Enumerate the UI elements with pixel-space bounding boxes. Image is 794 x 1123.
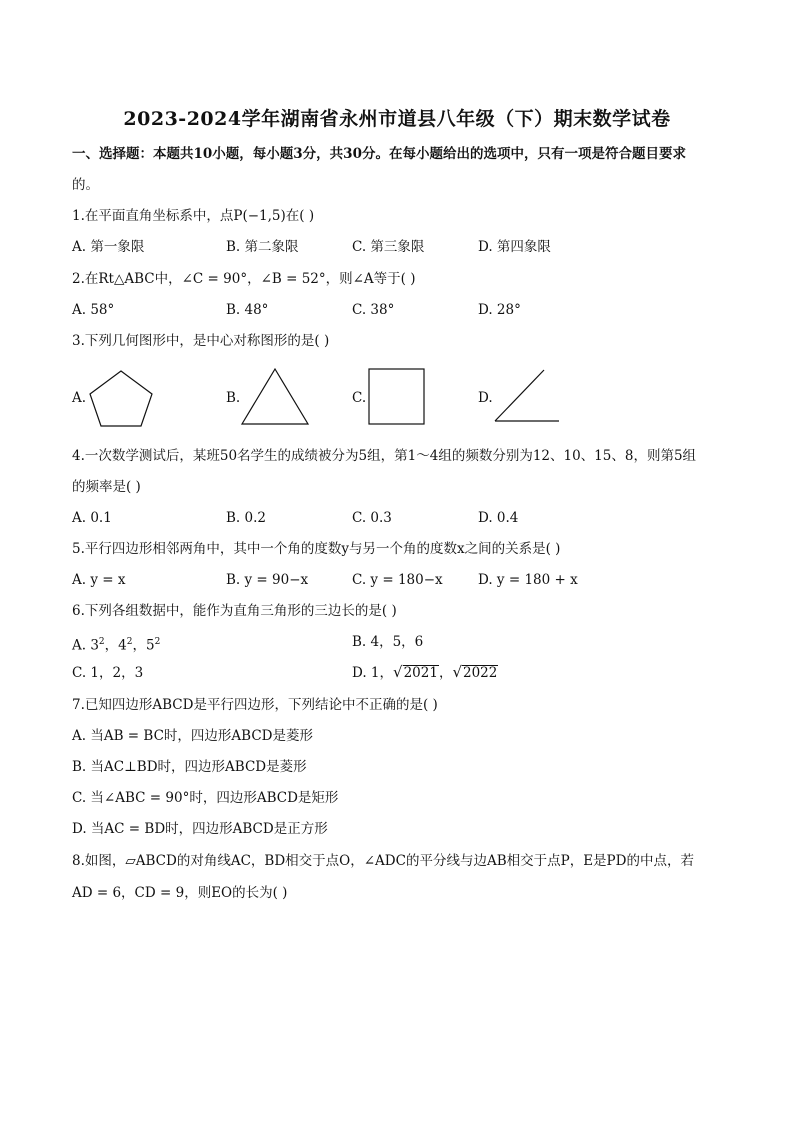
square-icon [366, 366, 428, 428]
question-1-option-c: C. 第三象限 [352, 239, 425, 255]
sqrt-icon: √ [393, 663, 403, 681]
question-2-option-c: C. 38° [352, 302, 395, 318]
separator: ， [438, 665, 453, 681]
question-3-option-d: D. [478, 390, 493, 406]
question-6-option-b: B. 4，5，6 [352, 634, 424, 650]
question-6-option-c: C. 1，2，3 [72, 665, 144, 681]
question-5-option-c: C. y = 180−x [352, 572, 443, 588]
question-7-stem: 7.已知四边形ABCD是平行四边形，下列结论中不正确的是( ) [72, 697, 438, 713]
pentagon-icon [86, 368, 156, 430]
question-6-stem: 6.下列各组数据中，能作为直角三角形的三边长的是( ) [72, 603, 397, 619]
question-6-option-a-mid2: ，5 [132, 637, 155, 654]
question-7-option-d: D. 当AC = BD时，四边形ABCD是正方形 [72, 821, 328, 837]
question-2-option-d: D. 28° [478, 302, 521, 318]
question-1-option-d: D. 第四象限 [478, 239, 551, 255]
question-5-option-d: D. y = 180 + x [478, 572, 578, 588]
section-heading-line1: 一、选择题：本题共10小题，每小题3分，共30分。在每小题给出的选项中，只有一项是符合题目要求 [72, 146, 686, 162]
question-2-option-b: B. 48° [226, 302, 269, 318]
question-1-option-a: A. 第一象限 [72, 239, 145, 255]
question-4-stem-line2: 的频率是( ) [72, 479, 141, 495]
question-6-option-d [352, 663, 498, 682]
question-4-option-a: A. 0.1 [72, 510, 112, 526]
question-3-option-c: C. [352, 390, 367, 406]
question-3-option-a: A. [72, 390, 87, 406]
radicand-2: 2022 [463, 665, 498, 681]
question-6-option-a-mid1: ，4 [104, 637, 127, 654]
question-5-option-a: A. y = x [72, 572, 126, 588]
question-4-stem-line1: 4.一次数学测试后，某班50名学生的成绩被分为5组，第1～4组的频数分别为12、10、15、8，则第5组 [72, 448, 697, 464]
question-5-option-b: B. y = 90−x [226, 572, 309, 588]
question-6-option-a-prefix: A. 3 [72, 637, 99, 654]
question-4-option-b: B. 0.2 [226, 510, 266, 526]
question-4-option-d: D. 0.4 [478, 510, 519, 526]
question-3-option-b: B. [226, 390, 241, 406]
question-7-option-c: C. 当∠ABC = 90°时，四边形ABCD是矩形 [72, 790, 339, 806]
question-2-option-a: A. 58° [72, 302, 115, 318]
exponent: 2 [126, 637, 133, 647]
angle-icon [492, 366, 564, 428]
exponent: 2 [98, 637, 105, 647]
triangle-icon [240, 366, 310, 428]
question-3-stem: 3.下列几何图形中，是中心对称图形的是( ) [72, 333, 330, 349]
question-7-option-a: A. 当AB = BC时，四边形ABCD是菱形 [72, 728, 313, 744]
radicand-1: 2021 [403, 665, 438, 681]
question-6-option-a [72, 633, 160, 655]
exponent: 2 [154, 637, 161, 647]
question-8-stem-line2: AD = 6，CD = 9，则EO的长为( ) [72, 885, 288, 901]
question-4-option-c: C. 0.3 [352, 510, 392, 526]
question-1-stem: 1.在平面直角坐标系中，点P(−1,5)在( ) [72, 208, 315, 224]
question-1-option-b: B. 第二象限 [226, 239, 299, 255]
question-6-option-d-prefix: D. 1， [352, 665, 394, 681]
sqrt-icon: √ [452, 663, 462, 681]
section-heading-line2: 的。 [72, 177, 99, 193]
question-2-stem: 2.在Rt△ABC中，∠C = 90°，∠B = 52°，则∠A等于( ) [72, 271, 416, 287]
question-8-stem-line1: 8.如图，▱ABCD的对角线AC，BD相交于点O，∠ADC的平分线与边AB相交于点P，E是PD的中点，若 [72, 853, 694, 869]
page-title: 2023-2024学年湖南省永州市道县八年级（下）期末数学试卷 [123, 108, 671, 130]
question-5-stem: 5.平行四边形相邻两角中，其中一个角的度数y与另一个角的度数x之间的关系是( ) [72, 541, 561, 557]
question-7-option-b: B. 当AC⊥BD时，四边形ABCD是菱形 [72, 759, 307, 775]
